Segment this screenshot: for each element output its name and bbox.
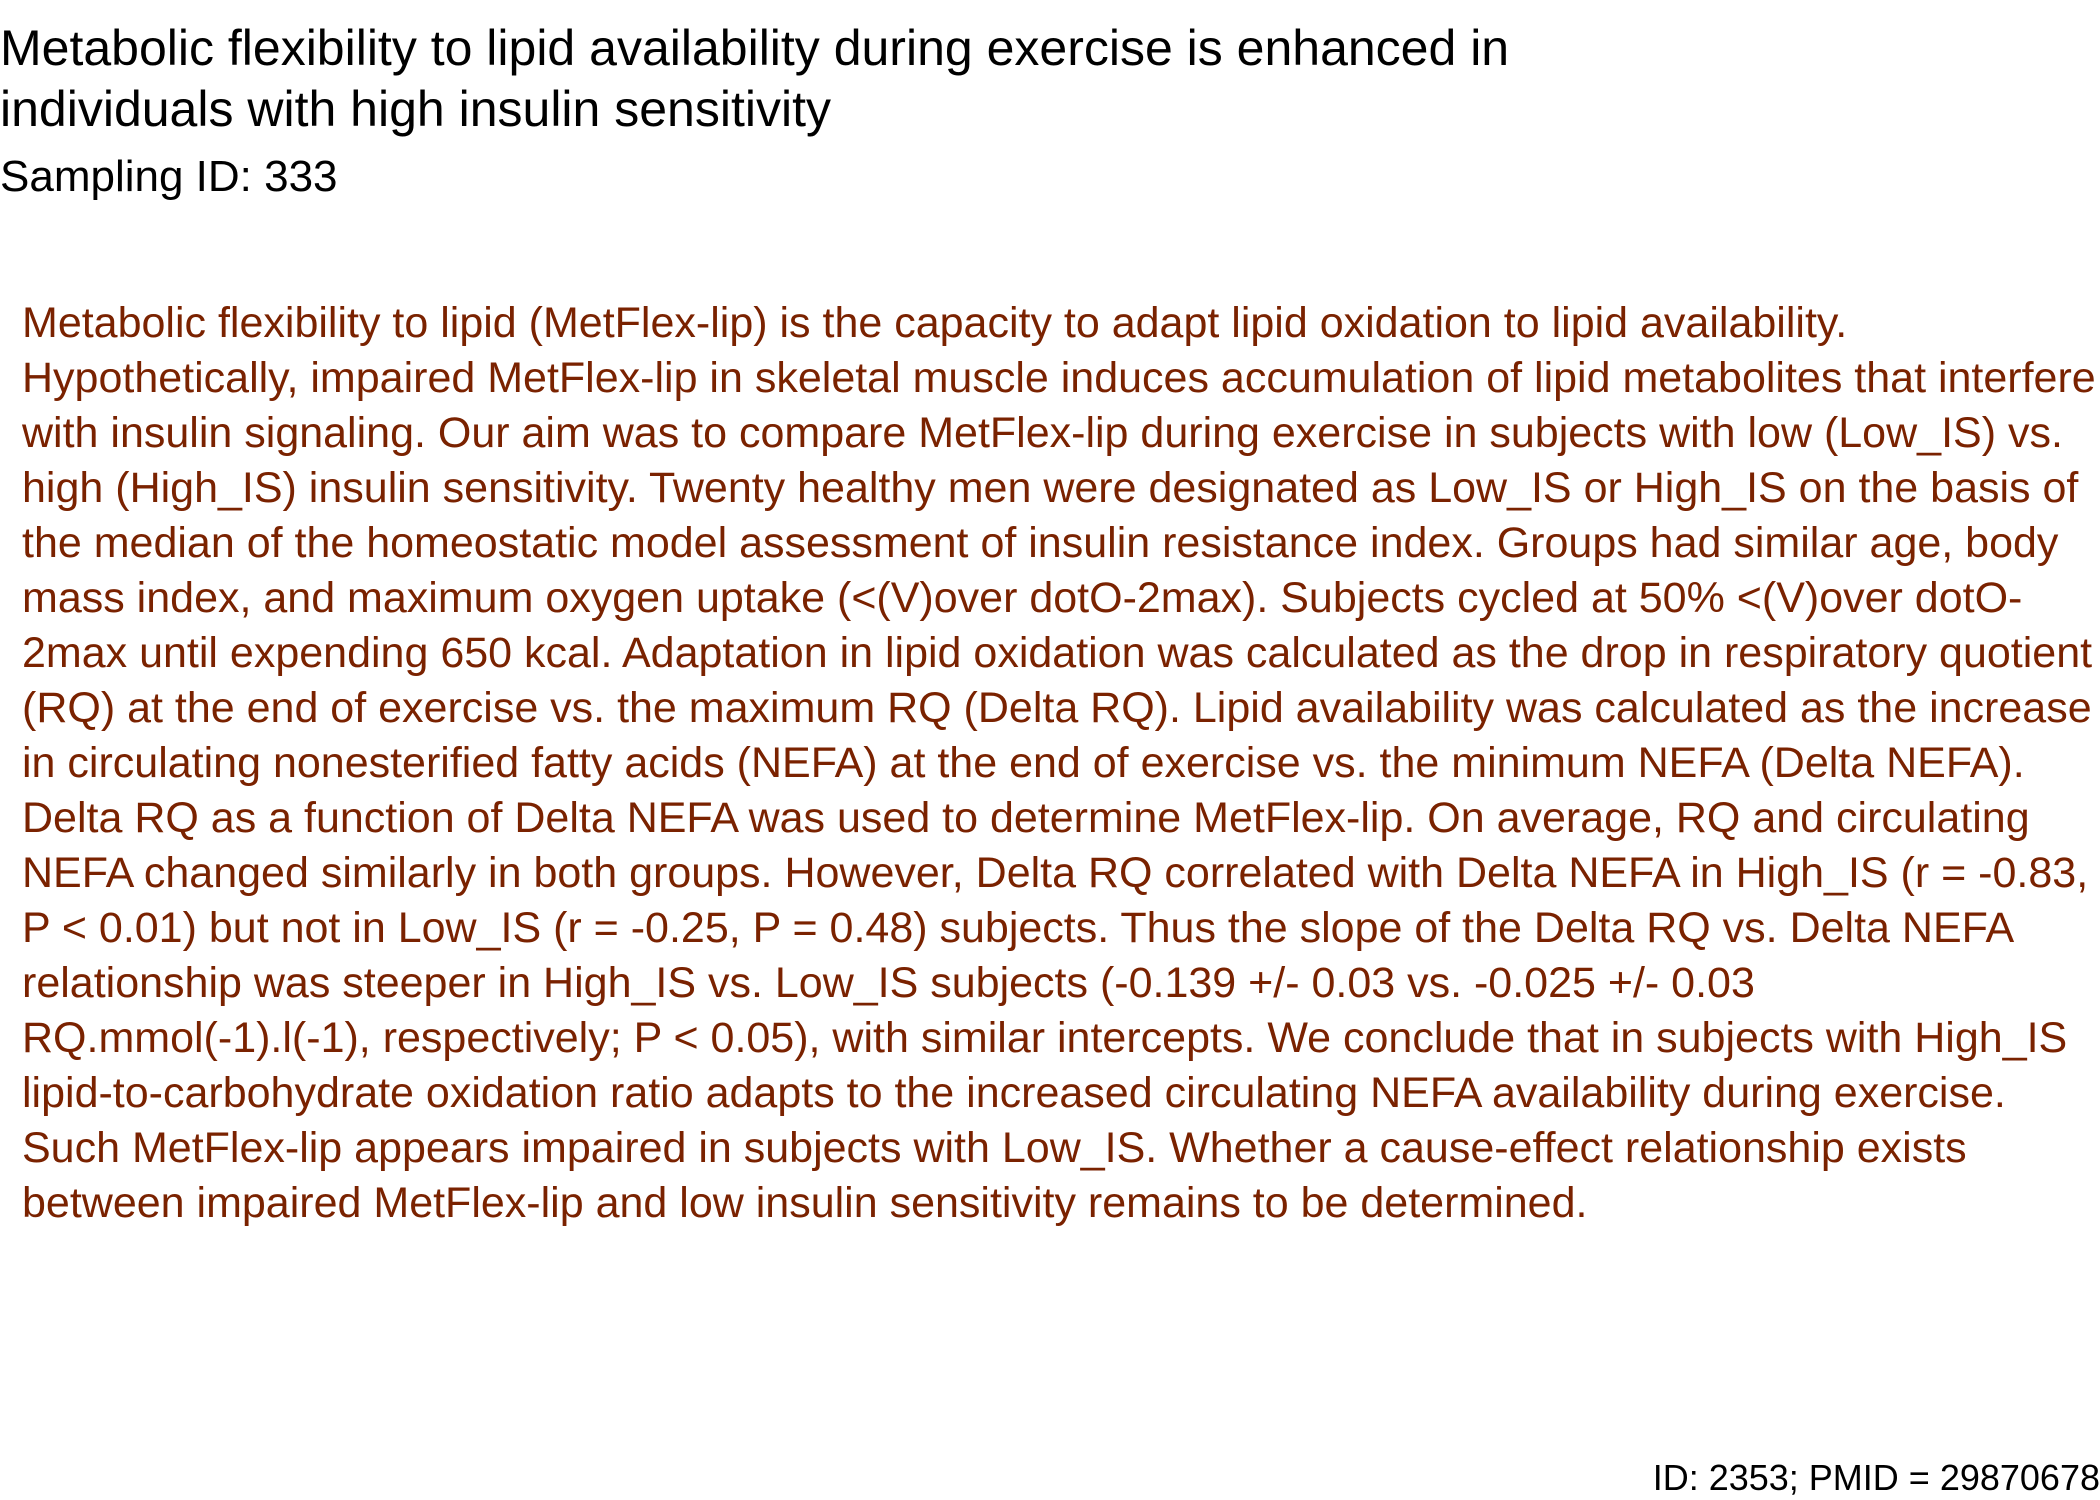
footer-id-pmid: ID: 2353; PMID = 29870678 — [1652, 1457, 2100, 1498]
abstract-text: Metabolic flexibility to lipid (MetFlex-lip) is the capacity to adapt lipid oxidation to lipid availability. Hypothetically, impaired MetFlex-lip in skeletal muscle induces accumulation of lipid metabolites that interfere with insulin signaling. Our aim was to compare MetFlex-lip during exercise in subjects with low (Low_IS) vs. high (High_IS) insulin sensitivity. Twenty healthy men were designated as Low_IS or High_IS on the basis of the median of the homeostatic model assessment of insulin resistance index. Groups had similar age, body mass index, and maximum oxygen uptake (<(V)over dotO-2max). Subjects cycled at 50% <(V)over dotO-2max until expending 650 kcal. Adaptation in lipid oxidation was calculated as the drop in respiratory quotient (RQ) at the end of exercise vs. the maximum RQ (Delta RQ). Lipid availability was calculated as the increase in circulating nonesterified fatty acids (NEFA) at the end of exercise vs. the minimum NEFA (Delta NEFA). Delta RQ as a function of Delta NEFA was used to determine MetFlex-lip. On average, RQ and circulating NEFA changed similarly in both groups. However, Delta RQ correlated with Delta NEFA in High_IS (r = -0.83, P < 0.01) but not in Low_IS (r = -0.25, P = 0.48) subjects. Thus the slope of the Delta RQ vs. Delta NEFA relationship was steeper in High_IS vs. Low_IS subjects (-0.139 +/- 0.03 vs. -0.025 +/- 0.03 RQ.mmol(-1).l(-1), respectively; P < 0.05), with similar intercepts. We conclude that in subjects with High_IS lipid-to-carbohydrate oxidation ratio adapts to the increased circulating NEFA availability during exercise. Such MetFlex-lip appears impaired in subjects with Low_IS. Whether a cause-effect relationship exists between impaired MetFlex-lip and low insulin sensitivity remains to be determined. — [22, 299, 2096, 1227]
document-title: Metabolic flexibility to lipid availability during exercise is enhanced in individuals with high insulin sensitivity — [0, 20, 1510, 137]
sampling-id: Sampling ID: 333 — [0, 152, 338, 201]
